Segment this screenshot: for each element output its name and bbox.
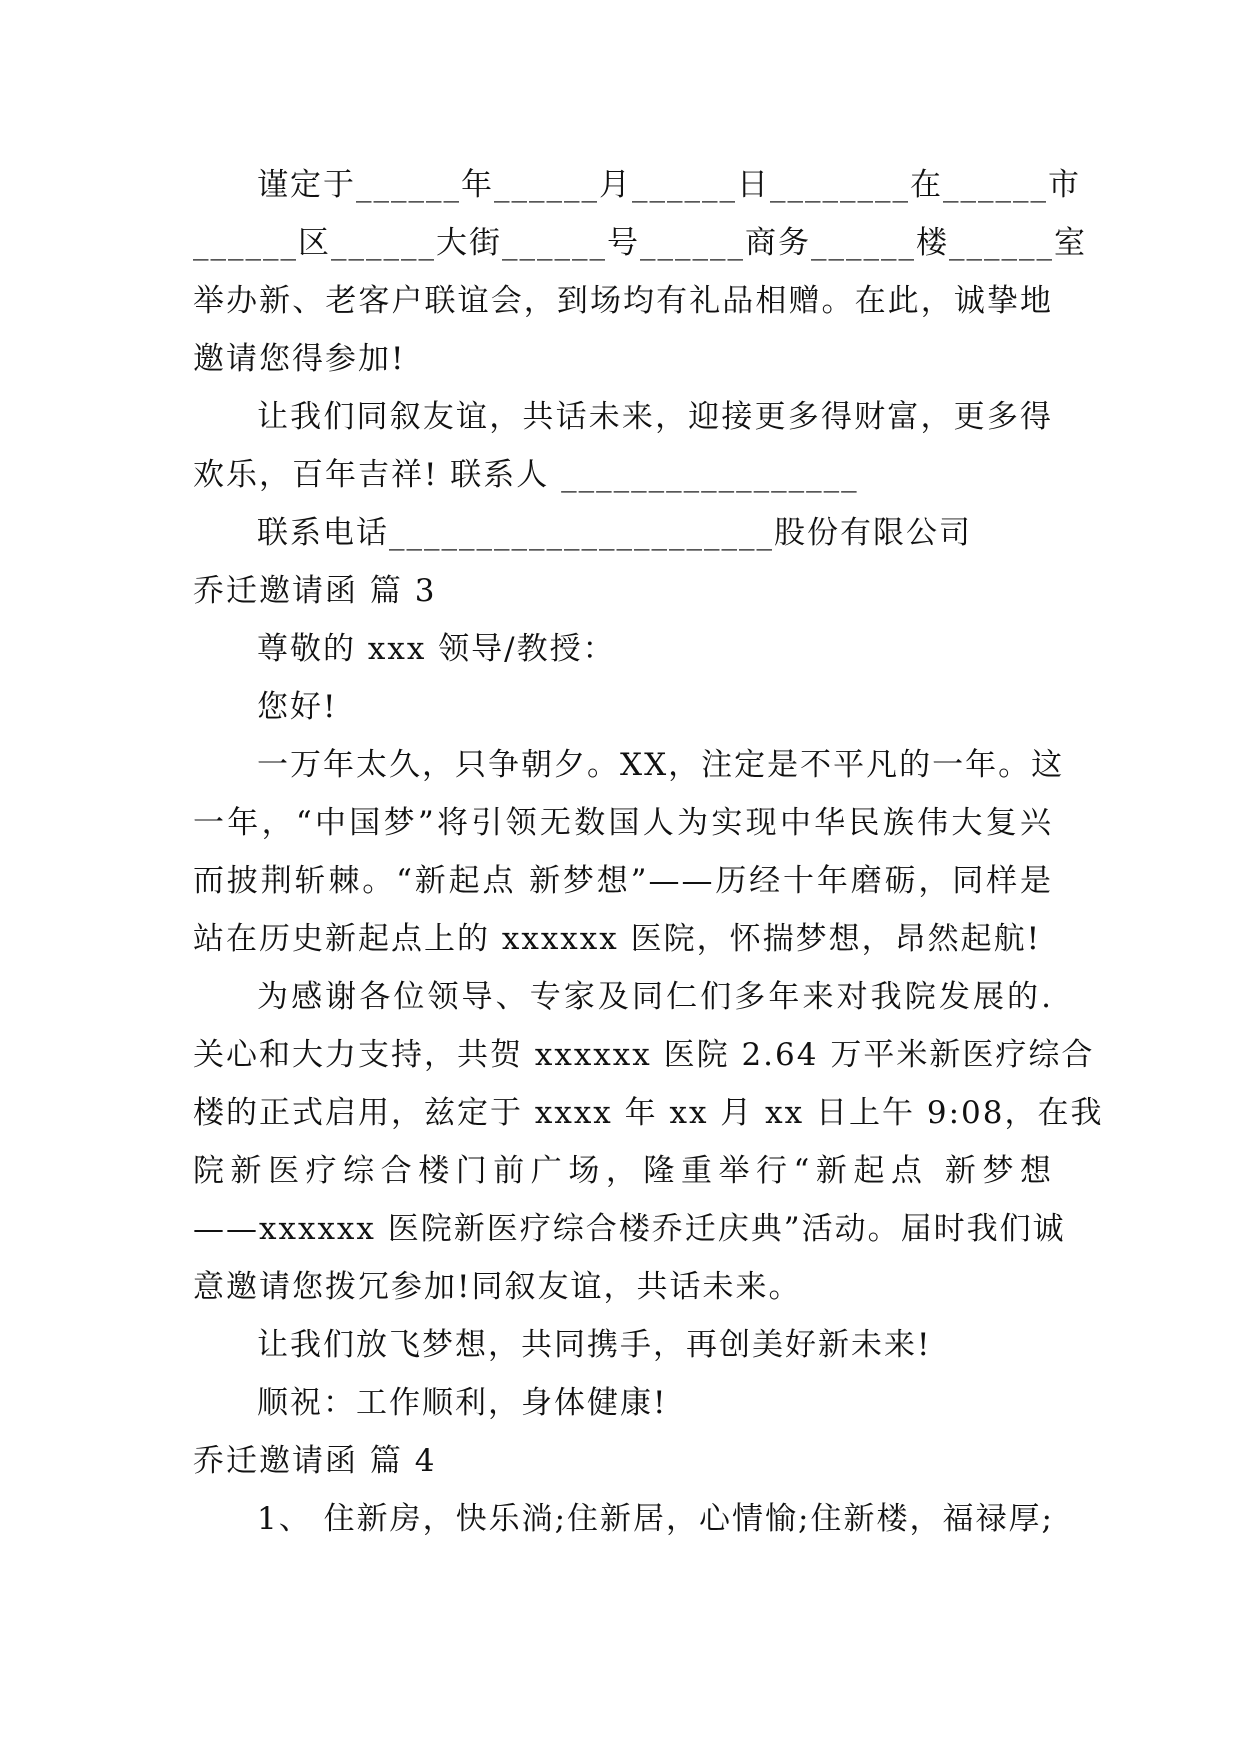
paragraph-line: 关心和大力支持，共贺 xxxxxx 医院 2.64 万平米新医疗综合 — [193, 1037, 1095, 1073]
paragraph-line: 谨定于______年______月______日________在______市 — [257, 167, 1081, 203]
paragraph-line: 站在历史新起点上的 xxxxxx 医院，怀揣梦想，昂然起航! — [193, 921, 1042, 957]
paragraph-line: 顺祝：工作顺利，身体健康! — [257, 1385, 668, 1421]
paragraph-line: 一年，“中国梦”将引领无数国人为实现中华民族伟大复兴 — [193, 805, 1053, 841]
section-heading: 乔迁邀请函 篇 4 — [193, 1443, 437, 1479]
paragraph-line: 楼的正式启用，兹定于 xxxx 年 xx 月 xx 日上午 9:08，在我 — [193, 1095, 1104, 1131]
list-item: 1、 住新房，快乐淌;住新居，心情愉;住新楼，福禄厚; — [257, 1501, 1054, 1537]
paragraph-line: 为感谢各位领导、专家及同仁们多年来对我院发展的. — [257, 979, 1053, 1015]
paragraph-line: 让我们同叙友谊，共话未来，迎接更多得财富，更多得 — [257, 399, 1053, 435]
paragraph-line: ——xxxxxx 医院新医疗综合楼乔迁庆典”活动。届时我们诚 — [193, 1211, 1066, 1247]
greeting: 您好! — [257, 689, 338, 725]
paragraph-line: 而披荆斩棘。“新起点 新梦想”——历经十年磨砺，同样是 — [193, 863, 1053, 899]
salutation: 尊敬的 xxx 领导/教授： — [257, 631, 616, 667]
paragraph-line: 联系电话______________________股份有限公司 — [257, 515, 972, 551]
paragraph-line: 欢乐，百年吉祥! 联系人 _________________ — [193, 457, 859, 493]
paragraph-line: 意邀请您拨冗参加!同叙友谊，共话未来。 — [193, 1269, 802, 1305]
paragraph-line: 一万年太久，只争朝夕。XX，注定是不平凡的一年。这 — [257, 747, 1065, 783]
paragraph-line: 邀请您得参加! — [193, 341, 406, 377]
paragraph-line: 让我们放飞梦想，共同携手，再创美好新未来! — [257, 1327, 932, 1363]
paragraph-line: ______区______大街______号______商务______楼______室 — [193, 225, 1087, 261]
paragraph-line: 举办新、老客户联谊会，到场均有礼品相赠。在此，诚挚地 — [193, 283, 1053, 319]
section-heading: 乔迁邀请函 篇 3 — [193, 573, 437, 609]
paragraph-line: 院新医疗综合楼门前广场，隆重举行“新起点 新梦想 — [193, 1153, 1053, 1189]
